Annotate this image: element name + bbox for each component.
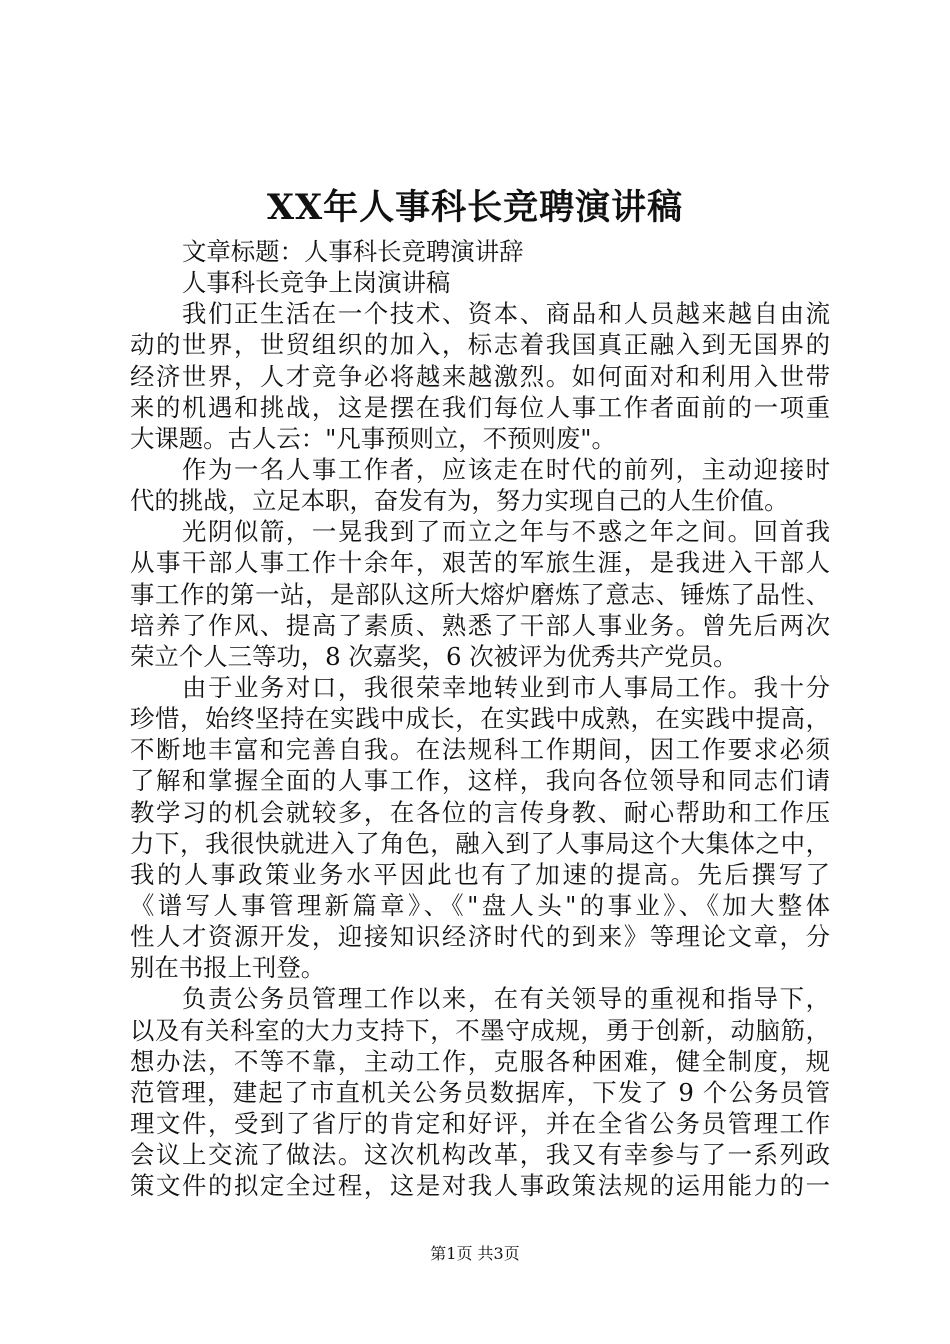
text-line: 力下，我很快就进入了角色，融入到了人事局这个大集体之中，	[130, 828, 830, 858]
text-line: 别在书报上刊登。	[130, 953, 326, 983]
text-line: 想办法，不等不靠，主动工作，克服各种困难，健全制度，规	[130, 1046, 830, 1076]
text-line: 代的挑战，立足本职，奋发有为，努力实现自己的人生价值。	[130, 486, 789, 516]
text-line: 范管理，建起了市直机关公务员数据库，下发了 9 个公务员管	[130, 1077, 830, 1107]
text-line: 性人才资源开发，迎接知识经济时代的到来》等理论文章，分	[130, 922, 830, 952]
text-line: 作为一名人事工作者，应该走在时代的前列，主动迎接时	[182, 454, 830, 484]
text-line: 了解和掌握全面的人事工作，这样，我向各位领导和同志们请	[130, 766, 830, 796]
text-line: 光阴似箭，一晃我到了而立之年与不惑之年之间。回首我	[182, 517, 830, 547]
text-line: 《谱写人事管理新篇章》、《"盘人头"的事业》、《加大整体	[130, 890, 830, 920]
text-line: 由于业务对口，我很荣幸地转业到市人事局工作。我十分	[182, 672, 830, 702]
text-line: 会议上交流了做法。这次机构改革，我又有幸参与了一系列政	[130, 1140, 830, 1170]
text-line: 经济世界，人才竞争必将越来越激烈。如何面对和利用入世带	[130, 361, 830, 391]
page-title: XX年人事科长竞聘演讲稿	[266, 187, 684, 228]
text-line: 动的世界，世贸组织的加入，标志着我国真正融入到无国界的	[130, 330, 830, 360]
text-line: 理文件，受到了省厅的肯定和好评，并在全省公务员管理工作	[130, 1108, 830, 1138]
text-line: 不断地丰富和完善自我。在法规科工作期间，因工作要求必须	[130, 735, 830, 765]
text-line: 我的人事政策业务水平因此也有了加速的提高。先后撰写了	[130, 859, 830, 889]
text-line: 珍惜，始终坚持在实践中成长，在实践中成熟，在实践中提高，	[130, 704, 830, 734]
document-body	[130, 236, 830, 1201]
text-line: 人事科长竞争上岗演讲稿	[182, 268, 451, 298]
text-line: 荣立个人三等功，8 次嘉奖，6 次被评为优秀共产党员。	[130, 641, 738, 671]
text-line: 大课题。古人云："凡事预则立，不预则废"。	[130, 423, 616, 453]
text-line: 以及有关科室的大力支持下，不墨守成规，勇于创新，动脑筋，	[130, 1015, 830, 1045]
text-line: 培养了作风、提高了素质、熟悉了干部人事业务。曾先后两次	[130, 610, 830, 640]
text-line: 教学习的机会就较多，在各位的言传身教、耐心帮助和工作压	[130, 797, 830, 827]
text-line: 从事干部人事工作十余年，艰苦的军旅生涯，是我进入干部人	[130, 548, 830, 578]
text-line: 文章标题：人事科长竞聘演讲辞	[182, 237, 524, 266]
text-line: 来的机遇和挑战，这是摆在我们每位人事工作者面前的一项重	[130, 392, 830, 422]
text-line: 我们正生活在一个技术、资本、商品和人员越来越自由流	[182, 299, 830, 329]
text-line: 策文件的拟定全过程，这是对我人事政策法规的运用能力的一	[130, 1171, 830, 1201]
page-footer: 第1页 共3页	[430, 1244, 520, 1263]
text-line: 负责公务员管理工作以来，在有关领导的重视和指导下，	[182, 984, 830, 1014]
text-line: 事工作的第一站，是部队这所大熔炉磨炼了意志、锤炼了品性、	[130, 579, 830, 609]
